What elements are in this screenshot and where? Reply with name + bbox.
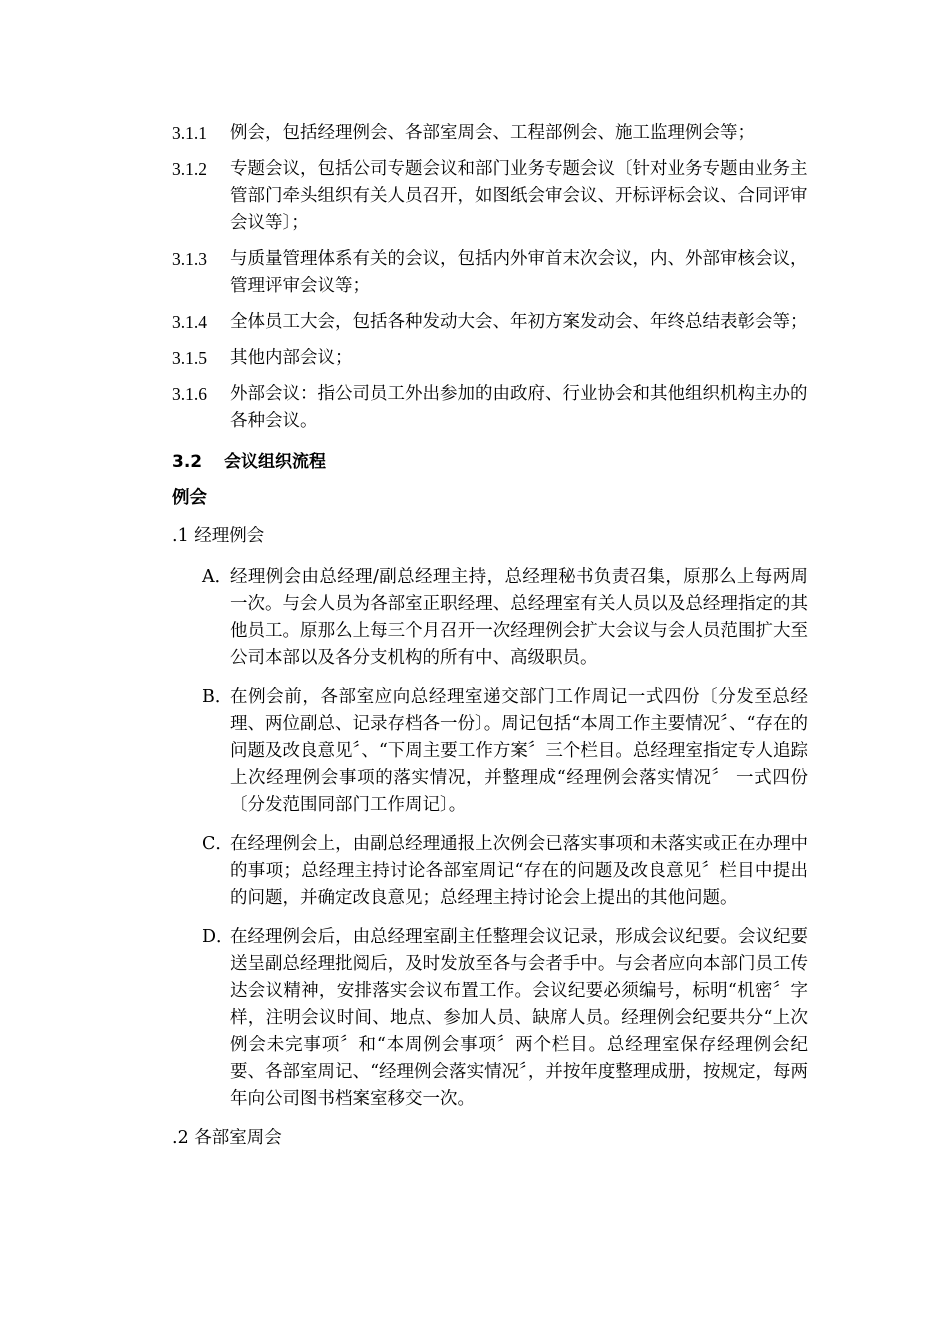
- item-number: 3.1.3: [172, 249, 207, 269]
- lettered-item-b: [172, 684, 808, 819]
- item-text: 外部会议：指公司员工外出参加的由政府、行业协会和其他组织机构主办的各种会议。: [230, 384, 808, 431]
- item-letter: D．: [202, 927, 234, 947]
- document-body: [172, 120, 808, 1166]
- item-text: 专题会议，包括公司专题会议和部门业务专题会议〔针对业务专题由业务主管部门牵头组织有关人员召开，如图纸会审会议、开标评标会议、合同评审会议等〕；: [230, 159, 808, 233]
- item-number: 3.1.6: [172, 384, 207, 404]
- item-number: 3.1.5: [172, 348, 207, 368]
- item-letter: A．: [202, 567, 233, 587]
- list-item-3-1-2: [172, 156, 808, 237]
- item-number: 3.1.1: [172, 123, 207, 143]
- item-text: 全体员工大会，包括各种发动大会、年初方案发动会、年终总结表彰会等；: [230, 312, 808, 332]
- item-text: 在例会前，各部室应向总经理室递交部门工作周记一式四份〔分发至总经理、两位副总、记录存档各一份〕。周记包括“本周工作主要情况〞、“存在的问题及改良意见〞、“下周主要工作方案〞三个栏目。总经理室指定专人追踪上次经理例会事项的落实情况，并整理成“经理例会落实情况〞 一式四份〔分发范围同部门工作周记〕。: [230, 687, 808, 815]
- lettered-item-c: [172, 831, 808, 912]
- item-text: 在经理例会上，由副总经理通报上次例会已落实事项和未落实或正在办理中的事项；总经理主持讨论各部室周记“存在的问题及改良意见〞栏目中提出的问题，并确定改良意见；总经理主持讨论会上提出的其他问题。: [230, 834, 808, 908]
- item-text: 例会，包括经理例会、各部室周会、工程部例会、施工监理例会等；: [230, 123, 755, 143]
- lettered-item-a: [172, 564, 808, 672]
- item-text: 在经理例会后，由总经理室副主任整理会议记录，形成会议纪要。会议纪要送呈副总经理批阅后，及时发放至各与会者手中。与会者应向本部门员工传达会议精神，安排落实会议布置工作。会议纪要必须编号，标明“机密〞字样，注明会议时间、地点、参加人员、缺席人员。经理例会纪要共分“上次例会未完事项〞和“本周例会事项〞两个栏目。总经理室保存经理例会纪要、各部室周记、“经理例会落实情况〞，并按年度整理成册，按规定，每两年向公司图书档案室移交一次。: [230, 927, 808, 1109]
- item-text: 与质量管理体系有关的会议，包括内外审首末次会议，内、外部审核会议，管理评审会议等；: [230, 249, 808, 296]
- list-item-3-1-5: [172, 345, 808, 372]
- item-text: 其他内部会议；: [230, 348, 353, 368]
- list-item-3-1-6: [172, 381, 808, 435]
- item-letter: B．: [202, 687, 233, 707]
- item-number: 3.1.2: [172, 159, 207, 179]
- item-number: 3.1.4: [172, 312, 207, 332]
- list-item-3-1-1: [172, 120, 808, 147]
- subheading: 例会: [172, 488, 207, 508]
- item-text: 经理例会由总经理/副总经理主持，总经理秘书负责召集，原那么上每两周一次。与会人员为各部室正职经理、总经理室有关人员以及总经理指定的其他员工。原那么上每三个月召开一次经理例会扩大会议与会人员范围扩大至公司本部以及各分支机构的所有中、高级职员。: [230, 567, 808, 668]
- item-letter: C．: [202, 834, 233, 854]
- list-item-3-1-3: [172, 246, 808, 300]
- sub-subheading-2: .2 各部室周会: [172, 1128, 282, 1148]
- list-item-3-1-4: [172, 309, 808, 336]
- sub-subheading-1: .1 经理例会: [172, 526, 265, 546]
- section-number: 3.2: [172, 452, 203, 472]
- section-title: 会议组织流程: [224, 452, 326, 472]
- section-heading: [172, 449, 808, 476]
- lettered-item-d: [172, 924, 808, 1113]
